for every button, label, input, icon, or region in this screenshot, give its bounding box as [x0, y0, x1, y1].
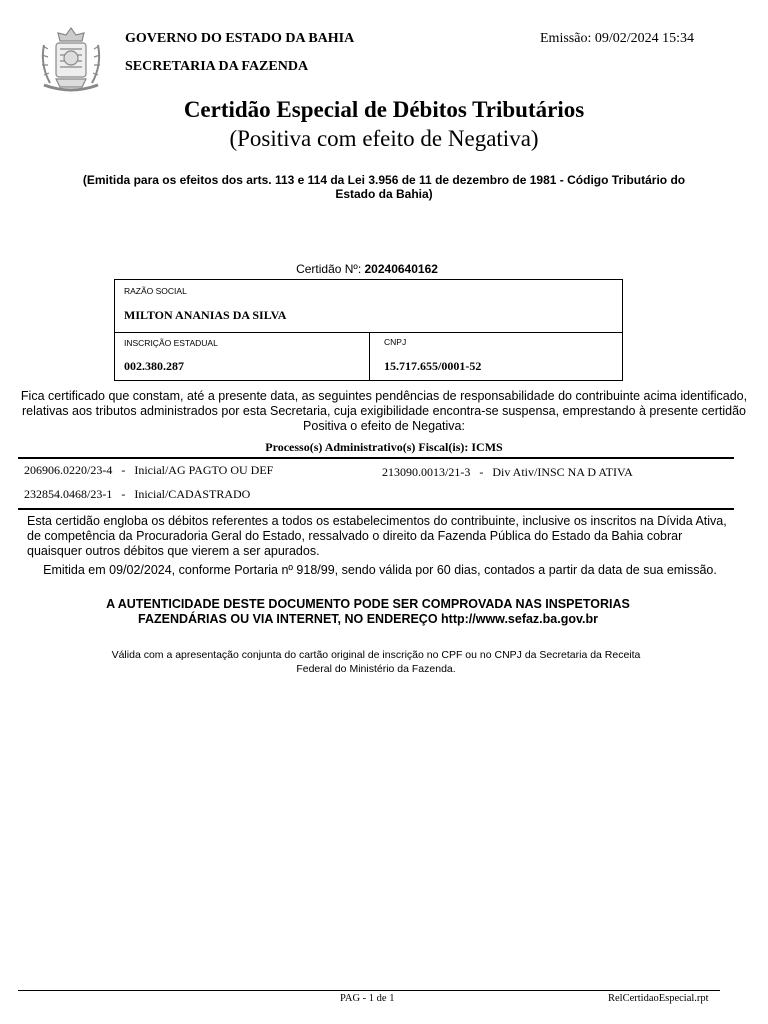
taxpayer-name: MILTON ANANIAS DA SILVA	[124, 308, 287, 322]
process-item: 213090.0013/21-3 - Div Ativ/INSC NA D ATIVA	[382, 465, 633, 479]
taxpayer-name-label: RAZÃO SOCIAL	[124, 286, 187, 296]
authenticity-text: A AUTENTICIDADE DESTE DOCUMENTO PODE SER COMPROVADA NAS INSPETORIAS FAZENDÁRIAS OU VIA INTERNET, NO ENDEREÇO http://www.sefaz.ba.gov.br	[106, 597, 630, 626]
certificate-number-label: Certidão Nº:	[296, 262, 365, 276]
document-subtitle: (Positiva com efeito de Negativa)	[229, 126, 539, 151]
coat-of-arms-logo	[36, 25, 106, 97]
processes-heading: Processo(s) Administrativo(s) Fiscal(is): ICMS	[265, 440, 503, 454]
page-number: PAG - 1 de 1	[340, 993, 395, 1004]
certification-text: Fica certificado que constam, até a presente data, as seguintes pendências de responsabilidade do contribuinte acima identificado, relativas aos tributos administrados por esta Secretaria, cuja exigibilidade encontra-se suspensa, emprestando à presente certidão Positiva o efeito de Negativa:	[20, 389, 748, 433]
certificate-number	[0, 262, 734, 276]
footer-divider	[18, 990, 720, 991]
emission-datetime: Emissão: 09/02/2024 15:34	[540, 31, 694, 46]
report-filename: RelCertidaoEspecial.rpt	[608, 993, 709, 1004]
government-name: GOVERNO DO ESTADO DA BAHIA	[125, 31, 355, 46]
taxpayer-name-cell	[115, 280, 622, 333]
secretariat-name: SECRETARIA DA FAZENDA	[125, 59, 309, 74]
validity-note: Válida com a apresentação conjunta do cartão original de inscrição no CPF ou no CNPJ da Secretaria da Receita Federal do Ministério da Fazenda.	[111, 649, 641, 675]
document-title: Certidão Especial de Débitos Tributários	[183, 97, 585, 122]
process-item: 232854.0468/23-1 - Inicial/CADASTRADO	[24, 487, 251, 501]
issued-text: Emitida em 09/02/2024, conforme Portaria nº 918/99, sendo válida por 60 dias, contados a partir da data de sua emissão.	[43, 563, 717, 577]
certificate-number-value: 20240640162	[364, 262, 438, 276]
process-item: 206906.0220/23-4 - Inicial/AG PAGTO OU DEF	[24, 463, 274, 477]
legal-basis: (Emitida para os efeitos dos arts. 113 e 114 da Lei 3.956 de 11 de dezembro de 1981 - Código Tributário do Estado da Bahia)	[82, 173, 686, 201]
state-registration: 002.380.287	[124, 359, 184, 373]
state-registration-cell	[115, 332, 370, 381]
scope-text: Esta certidão engloba os débitos referentes a todos os estabelecimentos do contribuinte, inclusive os inscritos na Dívida Ativa, de competência da Procuradoria Geral do Estado, ressalvado o direito da Fazenda Pública do Estado da Bahia cobrar quaisquer outros débitos que vierem a ser apurados.	[27, 514, 727, 558]
cnpj-cell	[370, 332, 622, 381]
taxpayer-box	[114, 279, 623, 381]
divider-top	[18, 457, 734, 459]
state-registration-label: INSCRIÇÃO ESTADUAL	[124, 338, 218, 348]
divider-bottom	[18, 508, 734, 510]
cnpj: 15.717.655/0001-52	[384, 359, 482, 373]
cnpj-label: CNPJ	[384, 337, 407, 347]
